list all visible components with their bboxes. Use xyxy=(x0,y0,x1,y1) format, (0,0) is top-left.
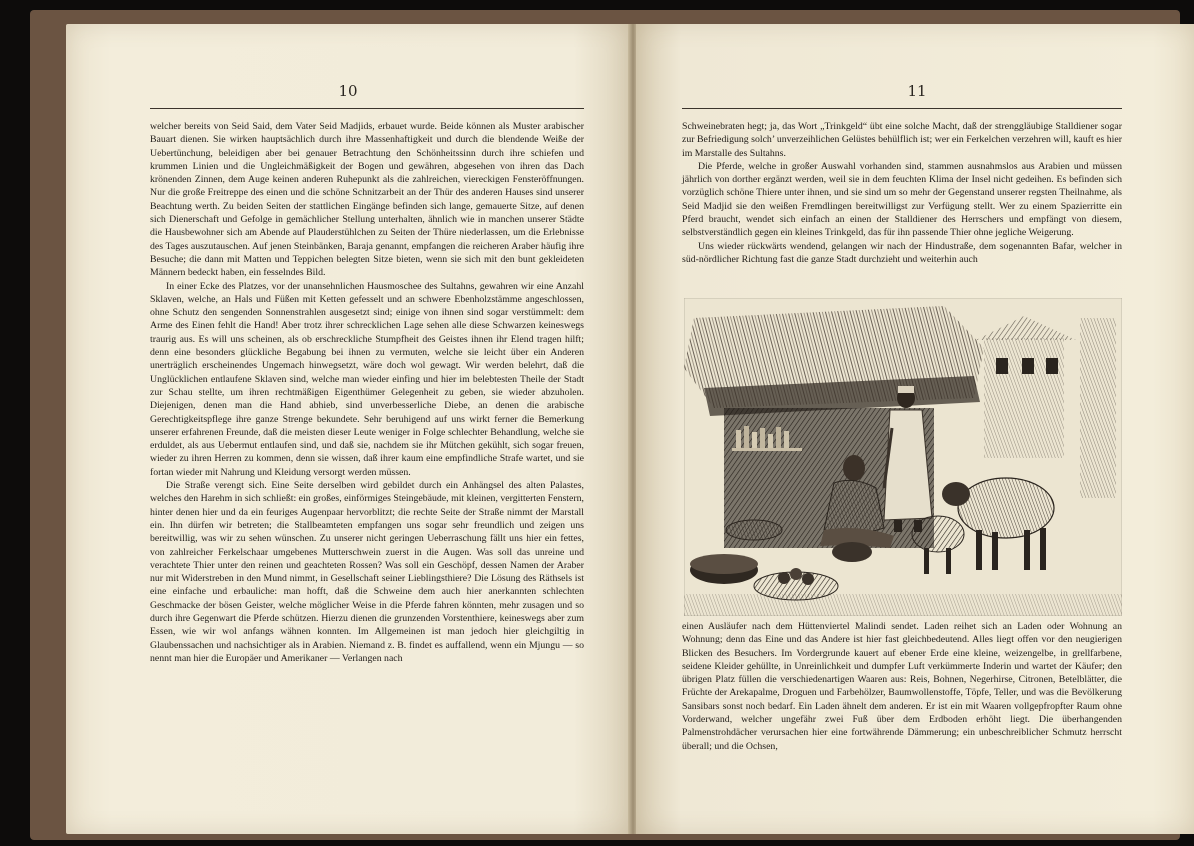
right-paragraph: Die Pferde, welche in großer Auswahl vorhanden sind, stammen ausnahmslos aus Arabien und müssen jährlich von dorther ergänzt werden, weil sie in dem feuchten Klima der Insel nicht gedeihen. Es befinden sich vorzüglich schöne Thiere unter ihnen, und sie sind um so mehr der Gegenstand unserer regsten Theilnahme, als Seid Madjid sie den weißen Fremdlingen bereitwilligst zur Verfügung stellt. Wer zu einem Spazierritte ein Pferd braucht, wendet sich einfach an einen der Stalldiener des Herrschers und empfängt von diesem, selbstverständlich gegen ein kleines Trinkgeld, das für ihn passende Thier ohne jegliche Weigerung. xyxy=(682,160,1122,239)
bazaar-engraving xyxy=(684,298,1122,616)
left-paragraph: Die Straße verengt sich. Eine Seite derselben wird gebildet durch ein Anhängsel des alten Palastes, welches den Harehm in sich schließt: ein großes, einförmiges Steingebäude, mit kleinen, vergitterten Fenstern, hinter denen hier und da ein feuriges Augenpaar hervorblitzt; die rechte Seite der Straße nimmt der Marstall ein. Ihn dürfen wir betreten; die Stallbeamteten empfangen uns sogar sehr freundlich und zeigen uns bereitwillig, was wir zu sehen wünschen. Zu unserer nicht geringen Ueberraschung fällt uns hier ein fettes, von zahlreicher Ferkelschaar umgebenes Mutterschwein zuerst in die Augen. Was soll das unreine und verachtete Thier unter den reinen und geachteten Rossen? Was soll ein Geschöpf, dessen Namen der Araber nur mit Widerstreben in den Mund nimmt, in Gesellschaft seiner Lieblingsthiere? Die Lösung des Räthsels ist eine einfache und erbauliche: man hofft, daß die Schweine dem auch hier anerkannten schlechten Geschmacke der bösen Geister, welche möglicher Weise in die Pferde fahren könnten, mehr zusagen und so durch ihre Gegenwart die Pferde schützen. Hierzu dienen die grunzenden Vorstenthiere, keineswegs aber zum Essen, wie wir wol anfangs wähnen konnten. Im Allgemeinen ist man jedoch hier gleichgiltig in Glaubenssachen und nachsichtiger als in Arabien. Niemand z. B. findet es auffallend, wenn ein Mjungu — so nennt man hier die Europäer und Amerikaner — Verlangen nach xyxy=(150,480,584,664)
ground xyxy=(684,594,1122,616)
right-page-text-bottom xyxy=(682,620,1122,753)
right-page xyxy=(636,24,1194,834)
right-paragraph: Schweinebraten hegt; ja, das Wort „Trinkgeld“ übt eine solche Macht, daß der strenggläubige Stalldiener sogar zur Befriedigung solch’ unverzeihlichen Gelüstes behülflich ist; wer ein Ferkelchen verzehren will, kauft es hier im Marstalle des Sultahns. xyxy=(682,121,1122,159)
left-page-number: 10 xyxy=(338,82,358,100)
right-paragraph: einen Ausläufer nach dem Hüttenviertel Malindi sendet. Laden reihet sich an Laden oder Wohnung an Wohnung; denn das Eine und das Andere ist hier fast gleichbedeutend. Alles liegt offen vor den neugierigen Blicken des Besuchers. Im Vordergrunde kauert auf ebener Erde eine kleine, weizengelbe, in grellfarbene, seidene Kleider gehüllte, in Unreinlichkeit und dumpfer Luft verkümmerte Inderin und wartet der Käufer; den übrigen Platz füllen die verschiedenartigen Waaren aus: Reis, Bohnen, Negerhirse, Citronen, Betelblätter, die Früchte der Arekapalme, Droguen und Farbehölzer, Baumwollenstoffe, Töpfe, Teller, und was die Bevölkerung Sansibars sonst noch bedarf. Ein Laden ähnelt dem anderen. Er ist ein mit Waaren vollgepfropfter Raum ohne Vorderwand, welcher ungefähr zwei Fuß über dem Erdboden erhöht liegt. Die überhangenden Palmenstrohdächer verursachen hier eine fortwährende Dämmerung; ein unbeschreiblicher Schmutz herrscht überall; und die Ochsen, xyxy=(682,621,1122,752)
left-header-rule xyxy=(150,108,584,109)
left-paragraph: welcher bereits von Seid Said, dem Vater Seid Madjids, erbauet wurde. Beide können als Muster arabischer Bauart dienen. Sie wirken hauptsächlich durch ihre Massenhaftigkeit und durch die blendende Weiße der Uebertünchung, beleidigen aber bei genauer Betrachtung den Schönheitssinn durch ihre schiefen und krummen Linien und die Ungleichmäßigkeit der Bogen und gewähren, abgesehen von ihren das Dach krönenden Zinnen, dem Auge keinen anderen Ruhepunkt als die zahlreichen, viereckigen Fensteröffnungen. Nur die große Freitreppe des einen und die schöne Schnitzarbeit an der Thür des anderen Hauses sind unserer Beachtung werth. Zu beiden Seiten der stattlichen Eingänge befinden sich lange, gemauerte Sitze, auf denen sich Dienerschaft und Gefolge in gemächlicher Stellung unterhalten, ähnlich wie in manchen unserer Städte die Hausbewohner sich am Abende auf Plauderstühlchen zu Seiten der Thüre niederlassen, um die Erlebnisse des Tages auszutauschen. Auf jenen Steinbänken, Baraja genannt, empfangen die reicheren Araber häufig ihre Besuche; die dann mit Matten und Teppichen belegten Sitze bieten, wenn sie sich mit den bunt gekleideten Männern bedeckt haben, ein fesselndes Bild. xyxy=(150,121,584,279)
right-paragraph: Uns wieder rückwärts wendend, gelangen wir nach der Hindustraße, dem sogenannten Bafar, welcher in süd-nördlicher Richtung fast die ganze Stadt durchzieht und weiterhin auch xyxy=(682,240,1122,265)
left-page xyxy=(66,24,630,834)
left-paragraph: In einer Ecke des Platzes, vor der unansehnlichen Hausmoschee des Sultahns, gewahren wir eine Anzahl Sklaven, welche, an Hals und Füßen mit Ketten gefesselt und an schwere Ebenholzstämme angeschlossen, ohne Schutz den sengenden Sonnenstrahlen ausgesetzt sind; einige von ihnen sind sogar verstümmelt: dem Arme des Einen fehlt die Hand! Aber trotz ihrer schrecklichen Lage sehen alle diese Schwarzen keineswegs traurig aus. Es will uns scheinen, als ob erschreckliche Stumpfheit des Geistes ihnen ihr Elend tragen hilft; denn eine besonders glückliche Begabung bei ihnen zu vermuten, welche sie leicht über ein Anderen unerträglich erscheinendes Ungemach hinwegsetzt, wäre doch wol gewagt. Wir werden belehrt, daß die Unglücklichen entlaufene Sklaven sind, welche man wieder einfing und hier im belebtesten Theile der Stadt zur Schau stellte, um ihren rechtmäßigen Eigenthümer Gelegenheit zu geben, sie wieder abzuholen. Diejenigen, denen man die Hand abhieb, sind unverbesserliche Diebe, an denen die arabische Gerechtigkeitspflege ihre ganze Strenge bekundete. Sehr beruhigend auf uns wirkt ferner die Bemerkung unserer erfahrenen Freunde, daß die meisten dieser Leute weniger in Folge schlechter Behandlung, welche sie erduldet, als aus Uebermut entlaufen sind, und daß sie, nachdem sie ihr Mütchen gekühlt, sich sogar freuen, wieder zu ihren Herren zu kommen, denn sie wissen, daß ihrer kaum eine empfindliche Strafe wartet, und sie fortan wieder mit Nahrung und Kleidung versorgt werden müssen. xyxy=(150,280,584,478)
left-page-text xyxy=(150,120,584,665)
open-book xyxy=(30,10,1180,840)
right-page-number: 11 xyxy=(907,82,927,100)
right-page-text-top xyxy=(682,120,1122,266)
right-header-rule xyxy=(682,108,1122,109)
